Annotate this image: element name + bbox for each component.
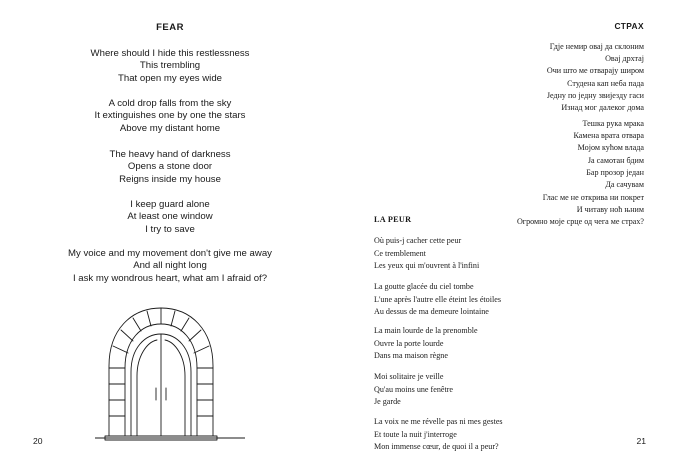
serbian-stanza-3	[517, 192, 644, 229]
french-line: Mon immense cœur, de quoi il a peur?	[374, 442, 499, 452]
french-stanza-4	[374, 371, 453, 409]
english-stanza-5	[0, 248, 340, 285]
french-line: L'une après l'autre elle éteint les étoiles	[374, 294, 501, 304]
english-line: The heavy hand of darkness	[109, 149, 231, 160]
serbian-poem-title: СТРАХ	[614, 21, 644, 31]
french-line: La main lourde de la prenomble	[374, 326, 478, 335]
french-line: Je garde	[374, 397, 401, 407]
serbian-line: Студена кап неба пада	[567, 78, 644, 88]
serbian-stanza-2	[574, 118, 644, 191]
french-stanza-2	[374, 281, 501, 319]
english-line: Where should I hide this restlessness	[90, 48, 250, 59]
english-line: Opens a stone door	[127, 161, 213, 173]
french-line: Où puis-j cacher cette peur	[374, 236, 462, 245]
serbian-line: И читаву ноћ њним	[576, 205, 644, 215]
serbian-line: Тешка рука мрака	[582, 119, 644, 128]
serbian-line: Овај дрхтај	[605, 54, 644, 64]
english-stanza-1	[0, 48, 340, 85]
english-line: My voice and my movement don't give me away	[68, 248, 272, 259]
english-line: I try to save	[145, 223, 195, 235]
serbian-line: Глас ме не открива ни покрет	[542, 193, 644, 202]
page-number-right: 21	[636, 436, 646, 446]
english-stanza-4	[0, 199, 340, 236]
serbian-line: Очи што ме отварају широм	[546, 66, 644, 76]
page-number-left: 20	[33, 436, 43, 446]
french-line: La goutte glacée du ciel tombe	[374, 282, 474, 291]
english-line: At least one window	[127, 211, 213, 223]
serbian-line: Гдје немир овај да склоним	[549, 42, 644, 51]
english-line: That open my eyes wide	[118, 72, 222, 84]
english-line: And all night long	[133, 260, 207, 272]
french-line: Qu'au moins une fenêtre	[374, 384, 453, 394]
french-stanza-5	[374, 416, 503, 454]
english-line: This trembling	[139, 60, 201, 72]
serbian-line: Огромно моје срце од чега ме страх?	[516, 217, 644, 227]
english-line: I ask my wondrous heart, what am I afraid of?	[72, 272, 268, 284]
english-poem-title: FEAR	[156, 22, 184, 33]
french-line: Les yeux qui m'ouvrent à l'infini	[374, 261, 480, 271]
english-stanza-2	[0, 98, 340, 135]
right-page	[340, 0, 680, 474]
serbian-stanza-1	[547, 41, 644, 114]
french-line: La voix ne me révelle pas ni mes gestes	[374, 417, 503, 426]
serbian-line: Изнад мог далеког дома	[561, 103, 644, 113]
french-line: Ce tremblement	[374, 248, 426, 258]
french-line: Et toute la nuit j'interroge	[374, 429, 457, 439]
french-line: Moi solitaire je veille	[374, 372, 444, 381]
serbian-line: Једну по једну звијезду гаси	[546, 90, 644, 100]
french-stanza-1	[374, 235, 479, 273]
french-stanza-3	[374, 325, 478, 363]
serbian-line: Да сачувам	[605, 180, 644, 190]
english-line: A cold drop falls from the sky	[108, 98, 232, 109]
serbian-line: Бар прозор један	[586, 167, 644, 177]
serbian-line: Мојом кућом влада	[577, 143, 644, 153]
english-line: Reigns inside my house	[119, 173, 221, 185]
french-line: Ouvre la porte lourde	[374, 338, 444, 348]
serbian-line: Камена врата отвара	[573, 131, 644, 141]
english-line: I keep guard alone	[130, 199, 210, 210]
arched-door-illustration	[95, 300, 245, 450]
french-poem-title: LA PEUR	[374, 215, 412, 224]
french-line: Au dessus de ma demeure lointaine	[374, 307, 489, 317]
french-line: Dans ma maison règne	[374, 351, 448, 361]
english-stanza-3	[0, 149, 340, 186]
serbian-line: Ја самотан бдим	[587, 155, 644, 165]
english-line: It extinguishes one by one the stars	[94, 110, 246, 122]
english-line: Above my distant home	[119, 122, 221, 134]
